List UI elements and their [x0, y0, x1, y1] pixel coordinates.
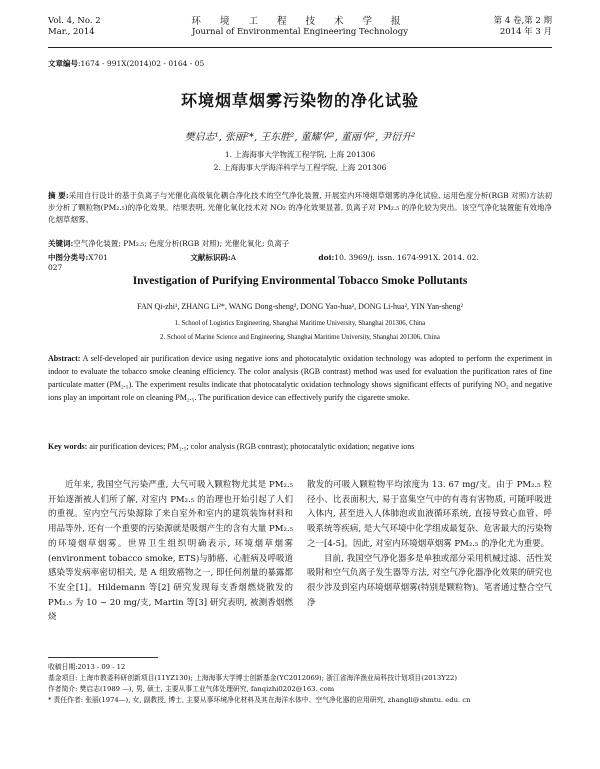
- footnotes: [48, 662, 552, 706]
- clc-code: [48, 253, 148, 262]
- footnote-fund: 基金项目: 上海市教委科研创新项目(11YZ130); 上海海事大学博士创新基金(YC2012069); 浙江省海洋渔业局科技计划项目(2013Y22): [48, 674, 458, 682]
- header-date-cn: 2014 年 3 月: [499, 27, 552, 37]
- header-volume-issue-cn: [494, 16, 552, 38]
- body-paragraph: 目前, 我国空气净化器多是单独或部分采用机械过滤、活性炭吸附和空气负离子发生器等方法, 对空气净化器净化效果的研究也很少涉及到室内环境烟草烟雾(特别是颗粒物)。笔者通过整合空气净: [307, 553, 552, 608]
- en-affiliation-1: 1. School of Logistics Engineering, Shanghai Maritime University, Shanghai 201306, China: [174, 320, 426, 327]
- cn-affiliation-1: 1. 上海海事大学物流工程学院, 上海 201306: [224, 150, 376, 159]
- footnote-corresponding: * 责任作者: 张丽(1974—), 女, 副教授, 博士, 主要从事环境净化材料及其在海洋水体中、空气净化器的应用研究, zhangli@shmtu. edu. cn: [48, 696, 471, 704]
- header-journal-name: [48, 16, 552, 38]
- en-abstract-text: A self-developed air purification device using negative ions and photocatalytic oxidation technology was adopted to perform the experiment in indoor to evaluate the tobacco smoke cleaning efficiency. The color analysis (RGB contrast) method was used for evaluation the purification rates of fine particulate matter (PM₂.₅). The experiment results indicate that photocatalytic oxidation technology shows significant effects of purifying NO₂ and negative ions play an important role on cleaning PM₂.₅. The purification device can effectively purify the cigarette smoke.: [48, 354, 552, 402]
- body-column-left: [48, 478, 293, 625]
- body-column-right: [307, 478, 552, 610]
- document-code: [190, 253, 276, 262]
- en-abstract: [48, 352, 552, 404]
- cn-keywords-label: 关键词:: [48, 239, 74, 248]
- en-affiliation-2: 2. School of Marine Science and Engineering, Shanghai Maritime University, Shanghai 201306, China: [160, 334, 440, 341]
- article-number: [48, 58, 204, 69]
- doi-value: 10. 3969/j. issn. 1674-991X. 2014. 02. 027: [48, 253, 479, 272]
- en-keywords: [48, 441, 552, 453]
- body-paragraph: 近年来, 我国空气污染严重, 大气可吸入颗粒物尤其是 PM₂.₅ 开始逐渐被人们所了解, 对室内 PM₂.₅ 的治理也开始引起了人们的重视。室内空气污染源除了来自室外和室内的建筑装饰材料和用品等外, 还有一个重要的污染源就是吸烟产生的含有大量 PM₂.₅ 的环境烟草烟雾。世界卫生组织明确表示, 环境烟草烟雾(environment tobacco smoke, ETS)与肺癌、心脏病及呼吸道感染等发病率密切相关, 是 A 组致癌物之一, 即任何剂量的暴露都不安全[1]。Hildemann 等[2] 研究发现每支香烟燃烧散发的 PM₂.₅ 为 10 ~ 20 mg/支, Martin 等[3] 研究表明, 被测香烟燃烧: [48, 480, 293, 623]
- en-abstract-label: Abstract:: [48, 354, 81, 363]
- article-number-label: 文章编号: [48, 59, 78, 68]
- footnote-received: 收稿日期:2013 - 09 - 12: [48, 663, 126, 671]
- cn-abstract-label: 摘 要:: [48, 191, 69, 200]
- header-divider: [48, 47, 552, 48]
- en-authors: FAN Qi-zhi¹, ZHANG Li²*, WANG Dong-sheng², DONG Yao-hua², DONG Li-hua², YIN Yan-sheng²: [137, 302, 463, 311]
- en-keywords-label: Key words:: [48, 442, 88, 451]
- cn-title: 环境烟草烟雾污染物的净化试验: [180, 91, 419, 110]
- header-volume-cn: 第 4 卷,第 2 期: [493, 16, 552, 26]
- cn-authors: 樊启志¹, 张丽²*, 王东胜², 董耀华², 董丽华², 尹衍升²: [184, 132, 416, 143]
- document-code-value: A: [230, 253, 237, 262]
- header-journal-cn: 环 境 工 程 技 术 学 报: [191, 16, 409, 27]
- header-journal-en: Journal of Environmental Engineering Technology: [191, 27, 409, 37]
- document-code-label: 文献标识码:: [190, 253, 231, 262]
- cn-abstract-text: 采用自行设计的基于负离子与光催化高级氧化耦合净化技术的空气净化装置, 开展室内环境烟草烟雾的净化试验, 运用色度分析(RGB 对照)方法初步分析了颗粒物(PM₂.₅)的净化效果。结果表明, 光催化氧化技术对 NO₂ 的净化效果显著, 负离子对 PM₂.₅ 的净化较为突出。该空气净化装置能有效地净化烟草烟雾。: [48, 191, 552, 224]
- en-title: Investigation of Purifying Environmental Tobacco Smoke Pollutants: [132, 275, 468, 287]
- footnote-author: 作者简介: 樊启志(1989 —), 男, 硕士, 主要从事工业气体处理研究, fanqizhi0202@163. com: [48, 685, 335, 693]
- doi-label: doi:: [318, 253, 335, 262]
- cn-affiliation-2: 2. 上海海事大学海洋科学与工程学院, 上海 201306: [213, 163, 387, 172]
- en-keywords-text: air purification devices; PM₂.₅; color analysis (RGB contrast); photocatalytic oxidation; negative ions: [89, 442, 415, 451]
- cn-keywords-text: 空气净化装置; PM₂.₅; 色度分析(RGB 对照); 光催化氧化; 负离子: [73, 239, 290, 248]
- cn-keywords: [48, 238, 552, 250]
- body-paragraph: 散发的可吸入颗粒物平均浓度为 13. 67 mg/支。由于 PM₂.₅ 粒径小、比表面积大, 易于富集空气中的有毒有害物质, 可随呼吸进入体内, 甚至进入人体肺泡或血液循环系统, 直接导致心血管、呼吸系统等疾病, 是大气环境中化学组成最复杂、危害最大的污染物之一[4-5]。因此, 对室内环境烟草烟雾 PM₂.₅ 的净化尤为重要。: [307, 480, 552, 549]
- running-header: [48, 12, 552, 46]
- header-volume: Vol. 4, No. 2: [48, 16, 101, 26]
- clc-label: 中图分类号:: [48, 253, 89, 262]
- cn-abstract: [48, 190, 552, 226]
- header-date-en: Mar., 2014: [48, 27, 95, 37]
- footnote-divider: [48, 657, 158, 658]
- cn-classification: [48, 252, 552, 272]
- article-number-value: :1674 - 991X(2014)02 - 0164 - 05: [78, 59, 205, 68]
- clc-value: X701: [88, 253, 108, 262]
